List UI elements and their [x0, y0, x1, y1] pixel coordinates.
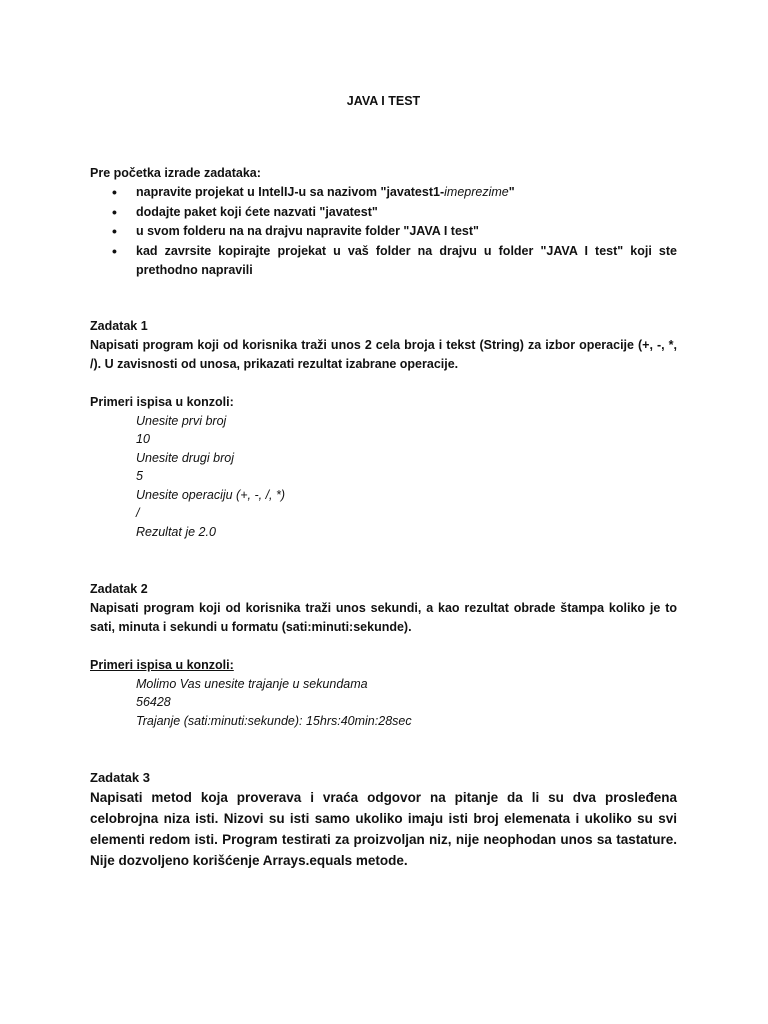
console-line: Trajanje (sati:minuti:sekunde): 15hrs:40min:28sec [136, 713, 412, 728]
task1-text: Napisati program koji od korisnika traži unos 2 cela broja i tekst (String) za izbor operacije (+, -, *, /). U zavisnosti od unosa, prikazati rezultat izabrane operacije. [90, 337, 677, 371]
prep-item-1-end: " [508, 185, 515, 199]
console-line: 10 [136, 432, 150, 447]
document-content [90, 94, 677, 871]
console-line: / [136, 506, 140, 521]
task1-console-output [90, 412, 677, 542]
console-line: 56428 [136, 695, 171, 710]
task1-examples-heading: Primeri ispisa u konzoli: [90, 394, 234, 409]
task2-text: Napisati program koji od korisnika traži unos sekundi, a kao rezultat obrade štampa koliko je to sati, minuta i sekundi u formatu (sati:minuti:sekunde). [90, 600, 677, 635]
prep-item-4: • kad zavrsite kopirajte projekat u vaš folder na drajvu u folder "JAVA I test" koji ste prethodno napravili [90, 242, 677, 281]
task2-heading: Zadatak 2 [90, 581, 148, 596]
console-line: Rezultat je 2.0 [136, 525, 216, 540]
prep-list [90, 183, 677, 281]
console-line: Unesite drugi broj [136, 450, 234, 465]
task2-console-output [90, 675, 677, 731]
task3-text: Napisati metod koja proverava i vraća odgovor na pitanje da li su dva prosleđena celobrojna niza isti. Nizovi su isti samo ukoliko imaju isti broj elemenata i ukoliko su svi elementi redom isti. Program testirati za proizvoljan niz, nije neophodan unos sa tastature. Nije dozvoljeno korišćenje Arrays.equals metode. [90, 790, 677, 869]
console-line: 5 [136, 469, 143, 484]
prep-item-3: • u svom folderu na na drajvu napravite folder "JAVA I test" [90, 222, 677, 242]
prep-item-1-italic: imeprezime [444, 185, 509, 199]
console-line: Molimo Vas unesite trajanje u sekundama [136, 676, 368, 691]
prep-heading: Pre početka izrade zadataka: [90, 166, 261, 180]
prep-item-1-text: napravite projekat u IntelIJ-u sa nazivom "javatest1- [136, 185, 445, 199]
console-line: Unesite prvi broj [136, 413, 227, 428]
task1-heading: Zadatak 1 [90, 318, 148, 333]
prep-item-1 [90, 183, 677, 203]
prep-item-2: • dodajte paket koji ćete nazvati "javatest" [90, 203, 677, 223]
document-title: JAVA I TEST [346, 94, 421, 108]
task3-heading: Zadatak 3 [90, 770, 150, 786]
task2-examples-heading: Primeri ispisa u konzoli: [90, 657, 234, 672]
console-line: Unesite operaciju (+, -, /, *) [136, 487, 286, 502]
